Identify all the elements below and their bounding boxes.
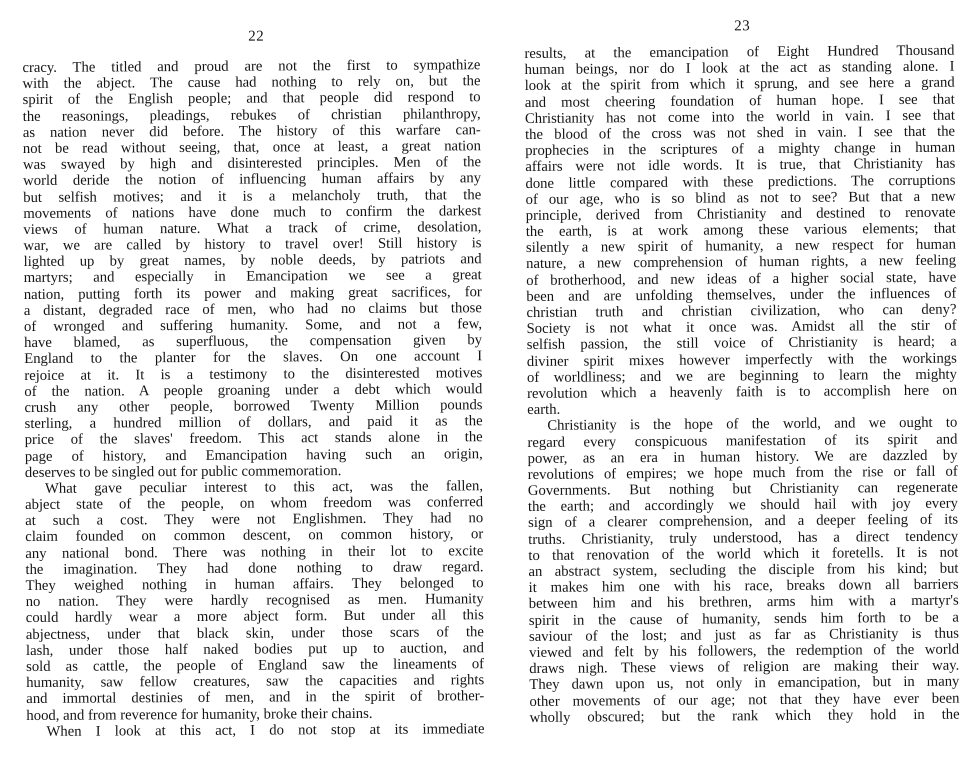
text-line: They weighed nothing in human affairs. They belonged to xyxy=(25,575,484,594)
text-line: Governments. But nothing but Christianity can regenerate xyxy=(527,479,958,500)
text-line: saviour of the lost; and just as far as Christianity is thus xyxy=(528,625,960,645)
text-line: humanity, saw fellow creatures, saw the capacities and rights xyxy=(26,672,485,692)
text-line: price of the slaves' freedom. This act stands alone in the xyxy=(24,429,483,449)
text-line: human beings, nor do I look at the act as standing alone. I xyxy=(524,58,955,79)
text-line: the imagination. They had done nothing to draw regard. xyxy=(25,559,484,578)
text-line: movements of nations have done much to confirm the darkest xyxy=(23,202,482,222)
text-line: to that renovation of the world which it foretells. It is not xyxy=(528,544,959,564)
text-line: as nation never did before. The history of this warfare can- xyxy=(22,121,481,141)
right-page-text xyxy=(524,43,959,726)
text-line: an abstract system, secluding the disciple from his kind; but xyxy=(528,560,959,580)
text-line: the blood of the cross was not shed in vain. I see that the xyxy=(524,123,956,143)
text-line: views of human nature. What a track of crime, desolation, xyxy=(23,219,482,238)
text-line: nation, putting forth its power and making great sacrifices, for xyxy=(23,283,482,303)
text-line: world deride the notion of influencing human affairs by any xyxy=(23,170,482,190)
text-line: sold as cattle, the people of England saw the lineaments of xyxy=(26,656,485,675)
text-line: nature, a new comprehension of human rights, a new feeling xyxy=(526,253,957,273)
text-line: lighted up by great names, by noble deeds, by patriots and xyxy=(23,251,482,271)
text-line: principle, derived from Christianity and destined to renovate xyxy=(525,204,956,224)
text-line: but selfish motives; and it is a melancholy truth, that the xyxy=(23,186,482,206)
text-line: done little compared with these predictions. The corruptions xyxy=(525,172,956,192)
text-line: When I look at this act, I do not stop at its immediate xyxy=(46,720,485,740)
text-line: hood, and from reverence for humanity, broke their chains. xyxy=(26,705,373,724)
text-line: diviner spirit mixes however imperfectly with the workings xyxy=(526,350,957,370)
text-line: silently a new spirit of humanity, a new respect for human xyxy=(525,236,956,257)
text-line: rejoice at it. It is a testimony to the disinterested motives xyxy=(24,364,483,384)
text-line: spirit in the cause of humanity, sends him forth to be a xyxy=(528,609,959,629)
text-line: and immortal destinies of men, and in the spirit of brother- xyxy=(26,688,485,708)
text-line: sign of a clearer comprehension, and a deeper feeling of its xyxy=(528,512,959,532)
text-line: viewed and felt by his followers, the redemption of the world xyxy=(529,641,960,661)
right-page xyxy=(524,0,960,726)
text-line: martyrs; and especially in Emancipation we see a great xyxy=(23,267,482,287)
text-line: it makes him one with his race, breaks down all barriers xyxy=(528,576,959,597)
text-line: draws nigh. These views of religion are making their way. xyxy=(529,657,960,678)
text-line: any national bond. There was nothing in their lot to excite xyxy=(25,542,484,562)
text-line: selfish passion, the still voice of Christianity is heard; a xyxy=(526,333,957,354)
text-line: page of history, and Emancipation having such an origin, xyxy=(24,445,483,465)
text-line: Christianity has not come into the world in vain. I see that xyxy=(524,107,955,127)
text-line: at such a cost. They were not Englishmen. They had no xyxy=(25,510,484,530)
text-line: other movements of our age; not that they have ever been xyxy=(529,690,960,710)
text-line: not be read without seeing, that, once at least, a great nation xyxy=(22,138,481,157)
text-line: England to the planter for the slaves. On one account I xyxy=(24,348,483,368)
text-line: crush any other people, borrowed Twenty Million pounds xyxy=(24,397,483,416)
text-line: They dawn upon us, not only in emancipation, but in many xyxy=(529,673,960,694)
text-line: results, at the emancipation of Eight Hundred Thousand xyxy=(524,42,955,62)
text-line: revolutions of empires; we hope much from the rise or fall of xyxy=(527,463,958,483)
text-line: the earth, is at work among these various elements; that xyxy=(525,220,956,241)
text-line: between him and his brethren, arms him with a martyr's xyxy=(528,592,959,613)
text-line: earth. xyxy=(527,401,561,419)
text-line: war, we are called by history to travel over! Still history is xyxy=(23,235,482,255)
text-line: of worldliness; and we are beginning to learn the mighty xyxy=(526,366,958,386)
text-line: What gave peculiar interest to this act, was the fallen, xyxy=(44,478,484,497)
text-line: the reasonings, pleadings, rebukes of christian philanthropy, xyxy=(22,105,481,125)
text-line: abjectness, under that black skin, under those scars of the xyxy=(25,623,484,643)
text-line: a distant, degraded race of men, who had no claims but those xyxy=(23,300,482,319)
text-line: power, as an era in human history. We are dazzled by xyxy=(527,447,958,467)
text-line: wholly obscured; but the rank which they hold in the xyxy=(529,706,960,726)
text-line: could hardly wear a more abject form. But under all this xyxy=(25,607,484,627)
text-line: abject state of the people, on whom freedom was conferred xyxy=(25,494,484,514)
text-line: of our age, who is so blind as not to see? But that a new xyxy=(525,188,956,208)
text-line: revolution which a heavenly faith is to accomplish here on xyxy=(527,382,958,402)
text-line: Christianity is the hope of the world, and we ought to xyxy=(547,414,958,435)
text-line: spirit of the English people; and that people did respond to xyxy=(22,89,481,109)
text-line: have blamed, as superfluous, the compensation given by xyxy=(24,332,483,352)
left-page-text xyxy=(22,57,484,740)
text-line: look at the spirit from which it sprung, and see here a grand xyxy=(524,74,955,95)
text-line: of brotherhood, and new ideas of a higher social state, have xyxy=(526,269,957,289)
text-line: no nation. They were hardly recognised as men. Humanity xyxy=(25,591,484,611)
text-line: cracy. The titled and proud are not the first to sympathize xyxy=(22,57,481,76)
text-line: christian truth and christian civilization, who can deny? xyxy=(526,301,957,321)
page-number-right: 23 xyxy=(734,18,751,35)
text-line: of the nation. A people groaning under a debt which would xyxy=(24,380,483,400)
text-line: Society is not what it once was. Amidst all the stir of xyxy=(526,317,957,338)
text-line: was swayed by high and disinterested principles. Men of the xyxy=(22,154,482,174)
text-line: lash, under those half naked bodies put up to auction, and xyxy=(25,639,485,659)
text-line: prophecies in the scriptures of a mighty change in human xyxy=(525,139,956,160)
text-line: sterling, a hundred million of dollars, and paid it as the xyxy=(24,413,483,433)
left-page xyxy=(22,0,485,740)
text-line: claim founded on common descent, on common history, or xyxy=(25,526,484,546)
text-line: with the abject. The cause had nothing to rely on, but the xyxy=(22,73,481,93)
text-line: truths. Christianity, truly understood, has a direct tendency xyxy=(528,528,959,548)
text-line: and most cheering foundation of human hope. I see that xyxy=(524,91,955,111)
text-line: the earth; and accordingly we should hail with joy every xyxy=(527,495,959,516)
text-line: been and are unfolding themselves, under the influences of xyxy=(526,285,957,305)
page-number-left: 22 xyxy=(248,28,265,45)
text-line: of wronged and suffering humanity. Some, and not a few, xyxy=(23,316,483,335)
text-line: affairs were not idle words. It is true, that Christianity has xyxy=(525,155,956,176)
text-line: deserves to be singled out for public commemoration. xyxy=(24,462,342,481)
text-line: regard every conspicuous manifestation of its spirit and xyxy=(527,431,958,451)
